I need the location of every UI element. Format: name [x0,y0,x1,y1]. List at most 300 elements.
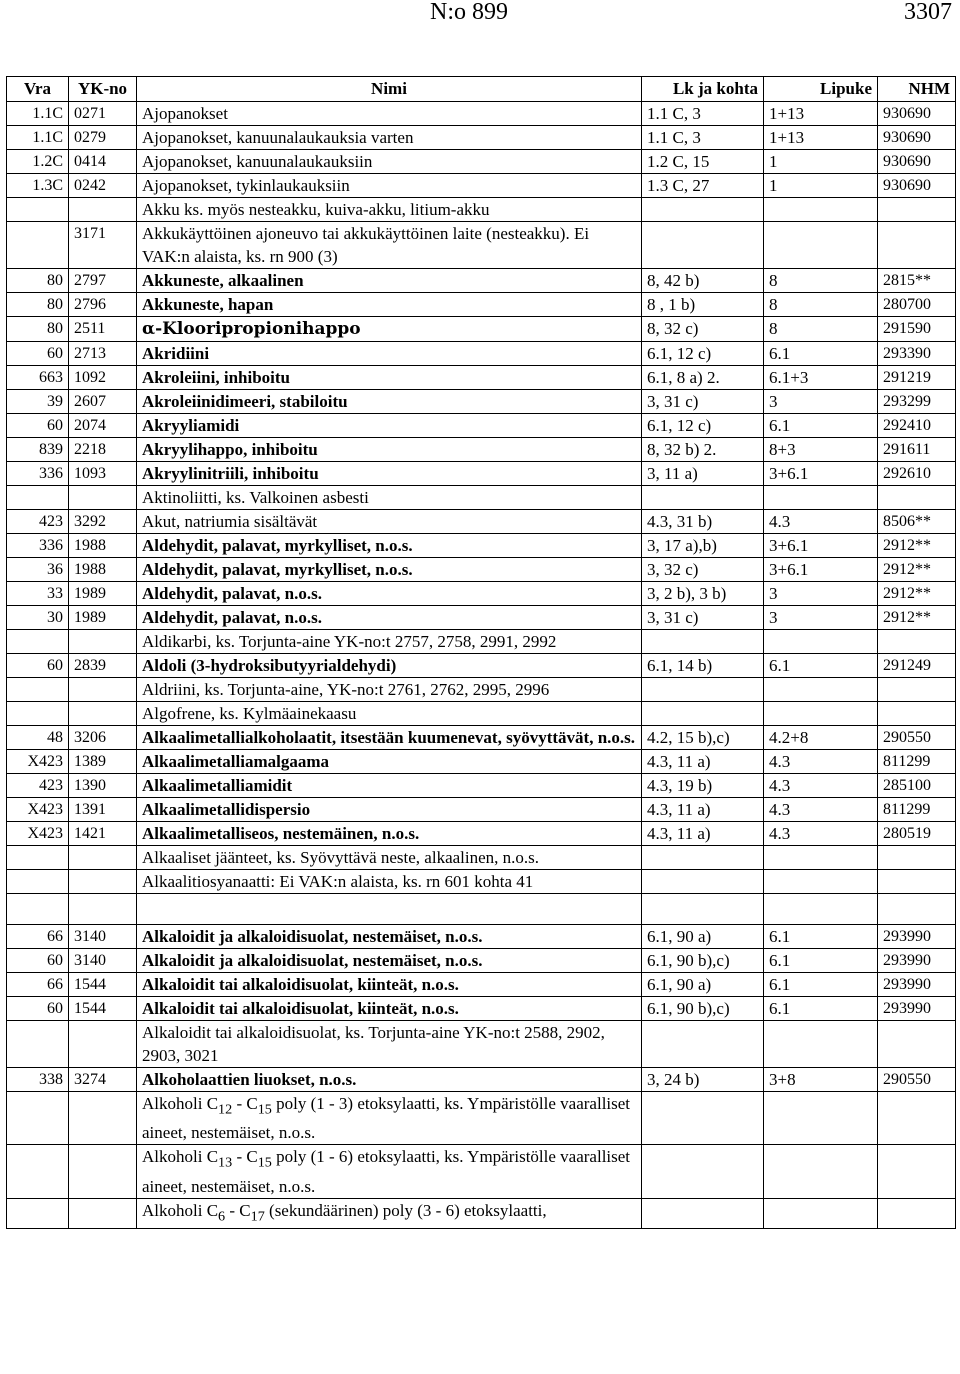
vra-value: X423 [27,801,63,818]
table-row [7,293,956,317]
nimi-part-s2: 15 [257,1154,272,1171]
cell-vra [7,846,69,870]
cell-yk [69,846,137,870]
cell-lk [642,630,764,654]
cell-nimi [137,222,642,269]
table-row [7,1092,956,1145]
empty-cell [878,1145,956,1198]
nhm-value: 2912** [883,537,931,554]
vra-value: 60 [47,1000,63,1017]
cell-yk [69,1068,137,1092]
empty-cell [642,1198,764,1228]
cell-nhm [878,293,956,317]
table-row [7,342,956,366]
yk-value: 2074 [74,417,106,434]
empty-cell [69,894,137,925]
lk-value: 4.3, 11 a) [647,824,711,843]
lk-value: 4.3, 19 b) [647,776,713,795]
cell-nimi [137,510,642,534]
cell-nhm [878,1021,956,1068]
nimi-value: Alkaalimetalliseos, nestemäinen, n.o.s. [142,824,420,843]
cell-nhm [878,222,956,269]
cell-lip [764,366,878,390]
cell-lip [764,558,878,582]
cell-yk [69,269,137,293]
cell-vra [7,390,69,414]
lk-value: 4.3, 31 b) [647,512,713,531]
table-row [7,366,956,390]
table-row [7,534,956,558]
nimi-value: Alkoholaattien liuokset, n.o.s. [142,1070,357,1089]
table-row [7,174,956,198]
nimi-part-post: (sekundäärinen) poly (3 - 6) etoksylaatti, [264,1200,547,1220]
cell-nimi [137,702,642,726]
cell-lk [642,102,764,126]
empty-cell [878,894,956,925]
cell-lk [642,925,764,949]
vra-value: 338 [39,1071,63,1088]
vra-value: 30 [47,609,63,626]
cell-yk [69,870,137,894]
table-row [7,462,956,486]
table-row [7,126,956,150]
cell-nhm [878,582,956,606]
cell-lip [764,654,878,678]
cell-nimi [137,126,642,150]
cell-lip [764,1021,878,1068]
cell-lip [764,582,878,606]
cell-nhm [878,750,956,774]
cell-yk [69,973,137,997]
vra-value: X423 [27,825,63,842]
nimi-value: α-Klooripropionihappo [142,319,361,339]
cell-vra [7,678,69,702]
spacer-row [7,894,956,925]
lip-value: 1+13 [769,128,805,147]
cell-lip [764,798,878,822]
table-body [7,102,956,1229]
nhm-value: 291249 [883,657,931,674]
yk-value: 1390 [74,777,106,794]
cell-lk [642,702,764,726]
cell-nimi [137,1021,642,1068]
table-row [7,317,956,342]
yk-value: 3140 [74,952,106,969]
empty-cell [764,1145,878,1198]
cell-lk [642,198,764,222]
cell-lip [764,925,878,949]
nhm-value: 930690 [883,105,931,122]
nimi-value: Alkaloidit tai alkaloidisuolat, kiinteät, n.o.s. [142,999,459,1018]
cell-lk [642,973,764,997]
cell-lk [642,174,764,198]
yk-value: 0414 [74,153,106,170]
nimi-value: Alkaloidit tai alkaloidisuolat, kiinteät, n.o.s. [142,975,459,994]
cell-lk [642,822,764,846]
yk-value: 1989 [74,585,106,602]
yk-value: 2607 [74,393,106,410]
table-row [7,582,956,606]
lk-value: 4.3, 11 a) [647,752,711,771]
lk-value: 6.1, 90 a) [647,927,712,946]
table-row [7,870,956,894]
nhm-value: 293390 [883,345,931,362]
nhm-value: 291611 [883,441,931,458]
table-row [7,102,956,126]
lk-value: 8, 32 c) [647,319,699,338]
nimi-value: Aldehydit, palavat, n.o.s. [142,584,322,603]
lip-value: 3 [769,608,778,627]
lip-value: 8 [769,319,778,338]
cell-nimi [137,462,642,486]
table-row [7,949,956,973]
cell-lk [642,558,764,582]
nhm-value: 291590 [883,320,931,337]
lip-value: 6.1 [769,416,791,435]
lip-value: 6.1 [769,656,791,675]
cell-vra [7,534,69,558]
vra-value: 336 [39,537,63,554]
cell-nhm [878,438,956,462]
cell-lip [764,462,878,486]
lip-value: 6.1 [769,344,791,363]
lk-value: 3, 11 a) [647,464,698,483]
vra-value: 60 [47,657,63,674]
cell-lk [642,390,764,414]
lip-value: 8+3 [769,440,796,459]
lip-value: 3+6.1 [769,536,809,555]
cell-nimi [137,949,642,973]
cell-vra [7,558,69,582]
cell-vra [7,798,69,822]
cell-yk [69,678,137,702]
empty-cell [69,1145,137,1198]
table-row [7,997,956,1021]
lip-value: 8 [769,295,778,314]
cell-nhm [878,678,956,702]
cell-lip [764,846,878,870]
cell-nimi [137,366,642,390]
cell-lip [764,293,878,317]
nhm-value: 930690 [883,129,931,146]
cell-vra [7,126,69,150]
nhm-value: 811299 [883,801,931,818]
yk-value: 1988 [74,537,106,554]
table-row [7,973,956,997]
nimi-part-s1: 13 [218,1154,233,1171]
empty-cell [69,1092,137,1145]
vra-value: 839 [39,441,63,458]
cell-vra [7,317,69,342]
table-row [7,150,956,174]
cell-lk [642,414,764,438]
cell-yk [69,774,137,798]
cell-nhm [878,925,956,949]
cell-lip [764,822,878,846]
cell-yk [69,925,137,949]
cell-yk [69,606,137,630]
cell-yk [69,366,137,390]
lk-value: 6.1, 90 a) [647,975,712,994]
empty-cell [878,1198,956,1228]
cell-nhm [878,630,956,654]
nimi-value: Akkuneste, hapan [142,295,274,314]
cell-yk [69,582,137,606]
cell-nhm [878,462,956,486]
cell-lk [642,774,764,798]
cell-lk [642,342,764,366]
nimi-value: Alkaloidit ja alkaloidisuolat, nestemäiset, n.o.s. [142,927,483,946]
table-row [7,390,956,414]
cell-lip [764,534,878,558]
cell-nimi [137,486,642,510]
cell-nhm [878,1068,956,1092]
cell-yk [69,462,137,486]
table-row [7,630,956,654]
yk-value: 0279 [74,129,106,146]
table-header-row [7,77,956,102]
nhm-value: 293990 [883,976,931,993]
table-row [7,558,956,582]
cell-vra [7,174,69,198]
cell-vra [7,726,69,750]
nhm-value: 285100 [883,777,931,794]
cell-yk [69,198,137,222]
yk-value: 1421 [74,825,106,842]
nimi-part-s2: 15 [257,1101,272,1118]
table-row [7,198,956,222]
lk-value: 1.2 C, 15 [647,152,710,171]
cell-nimi [137,102,642,126]
cell-nhm [878,846,956,870]
cell-lk [642,949,764,973]
cell-lip [764,726,878,750]
cell-lk [642,126,764,150]
col-header-lipuke: Lipuke [764,77,878,102]
yk-value: 1093 [74,465,106,482]
nimi-value: Akroleiini, inhiboitu [142,368,291,387]
vra-value: 80 [47,296,63,313]
lip-value: 3+8 [769,1070,796,1089]
cell-yk [69,750,137,774]
cell-lk [642,438,764,462]
nimi-value: Aktinoliitti, ks. Valkoinen asbesti [142,488,369,507]
vra-value: 80 [47,272,63,289]
cell-lk [642,798,764,822]
cell-nhm [878,102,956,126]
col-header-nimi: Nimi [137,77,642,102]
cell-lk [642,510,764,534]
cell-nimi [137,630,642,654]
cell-vra [7,198,69,222]
lk-value: 1.1 C, 3 [647,104,701,123]
col-header-yk-no: YK-no [69,77,137,102]
cell-nimi [137,973,642,997]
lk-value: 3, 31 c) [647,392,699,411]
yk-value: 3206 [74,729,106,746]
nimi-part-mid: - C [225,1200,251,1220]
nimi-value: Alkaloidit ja alkaloidisuolat, nestemäiset, n.o.s. [142,951,483,970]
cell-nimi [137,150,642,174]
cell-yk [69,630,137,654]
page-number-label: N:o 899 [430,0,508,25]
lk-value: 6.1, 12 c) [647,416,712,435]
cell-lip [764,438,878,462]
yk-value: 2796 [74,296,106,313]
cell-nimi [137,750,642,774]
cell-nimi [137,269,642,293]
cell-nimi [137,558,642,582]
cell-vra [7,293,69,317]
cell-yk [69,558,137,582]
vra-value: 663 [39,369,63,386]
cell-vra [7,438,69,462]
cell-lip [764,997,878,1021]
vra-value: 336 [39,465,63,482]
cell-nimi [137,198,642,222]
yk-value: 3171 [74,225,106,242]
cell-nhm [878,486,956,510]
yk-value: 0271 [74,105,106,122]
vra-value: 1.3C [32,177,63,194]
cell-yk [69,1021,137,1068]
lip-value: 4.2+8 [769,728,809,747]
table-row [7,510,956,534]
cell-lip [764,702,878,726]
vra-value: 33 [47,585,63,602]
cell-nimi [137,726,642,750]
cell-vra [7,462,69,486]
cell-yk [69,654,137,678]
nhm-value: 811299 [883,753,931,770]
cell-nhm [878,317,956,342]
nimi-value: Aldehydit, palavat, myrkylliset, n.o.s. [142,536,413,555]
cell-vra [7,949,69,973]
cell-vra [7,1021,69,1068]
table-row [7,1198,956,1228]
cell-nhm [878,558,956,582]
cell-yk [69,222,137,269]
cell-vra [7,269,69,293]
cell-vra [7,822,69,846]
yk-value: 1544 [74,976,106,993]
col-header-nhm: NHM [878,77,956,102]
nimi-value: Alkaalimetalliamidit [142,776,293,795]
vra-value: 48 [47,729,63,746]
lip-value: 4.3 [769,776,791,795]
empty-cell [642,1092,764,1145]
nimi-value: Ajopanokset, kanuunalaukauksia varten [142,128,414,147]
vra-value: 66 [47,976,63,993]
lip-value: 1 [769,176,778,195]
cell-vra [7,150,69,174]
cell-lip [764,174,878,198]
cell-vra [7,582,69,606]
empty-cell [642,894,764,925]
cell-nimi [137,390,642,414]
cell-yk [69,949,137,973]
cell-yk [69,390,137,414]
nimi-value: Akroleiinidimeeri, stabiloitu [142,392,348,411]
cell-nhm [878,150,956,174]
empty-cell [7,894,69,925]
cell-lk [642,870,764,894]
cell-nhm [878,174,956,198]
cell-lk [642,366,764,390]
cell-yk [69,726,137,750]
cell-nhm [878,606,956,630]
cell-yk [69,102,137,126]
table-row [7,269,956,293]
cell-vra [7,774,69,798]
cell-yk [69,510,137,534]
table-row [7,822,956,846]
vra-value: 1.1C [32,105,63,122]
cell-nhm [878,997,956,1021]
cell-nhm [878,510,956,534]
cell-yk [69,293,137,317]
cell-lip [764,973,878,997]
cell-yk [69,486,137,510]
vra-value: 36 [47,561,63,578]
cell-yk [69,822,137,846]
lk-value: 3, 31 c) [647,608,699,627]
cell-lip [764,510,878,534]
lip-value: 6.1 [769,999,791,1018]
nimi-part-pre: Alkoholi C [142,1200,219,1220]
nimi-part-pre: Alkoholi C [142,1094,219,1113]
yk-value: 1544 [74,1000,106,1017]
nimi-value: Akryylihappo, inhiboitu [142,440,318,459]
empty-cell [764,1198,878,1228]
cell-nimi [137,414,642,438]
lip-value: 6.1+3 [769,368,809,387]
cell-lk [642,462,764,486]
cell-nhm [878,973,956,997]
lip-value: 1+13 [769,104,805,123]
cell-nimi [137,1068,642,1092]
vra-value: X423 [27,753,63,770]
cell-lip [764,150,878,174]
vra-value: 60 [47,345,63,362]
cell-lip [764,102,878,126]
cell-yk [69,317,137,342]
cell-vra [7,606,69,630]
nhm-value: 2912** [883,585,931,602]
lk-value: 6.1, 90 b),c) [647,951,730,970]
nimi-value: Akryyliamidi [142,416,240,435]
cell-lip [764,678,878,702]
table-row [7,606,956,630]
cell-yk [69,342,137,366]
vra-value: 1.2C [32,153,63,170]
nimi-value: Ajopanokset, kanuunalaukauksiin [142,152,373,171]
cell-lk [642,486,764,510]
cell-vra [7,654,69,678]
cell-lk [642,654,764,678]
empty-cell [7,1145,69,1198]
table-row [7,798,956,822]
cell-nhm [878,366,956,390]
cell-nimi [137,870,642,894]
cell-vra [7,510,69,534]
table-row [7,1068,956,1092]
cell-yk [69,702,137,726]
cell-nimi [137,293,642,317]
lip-value: 4.3 [769,512,791,531]
lk-value: 4.3, 11 a) [647,800,711,819]
vra-value: 1.1C [32,129,63,146]
